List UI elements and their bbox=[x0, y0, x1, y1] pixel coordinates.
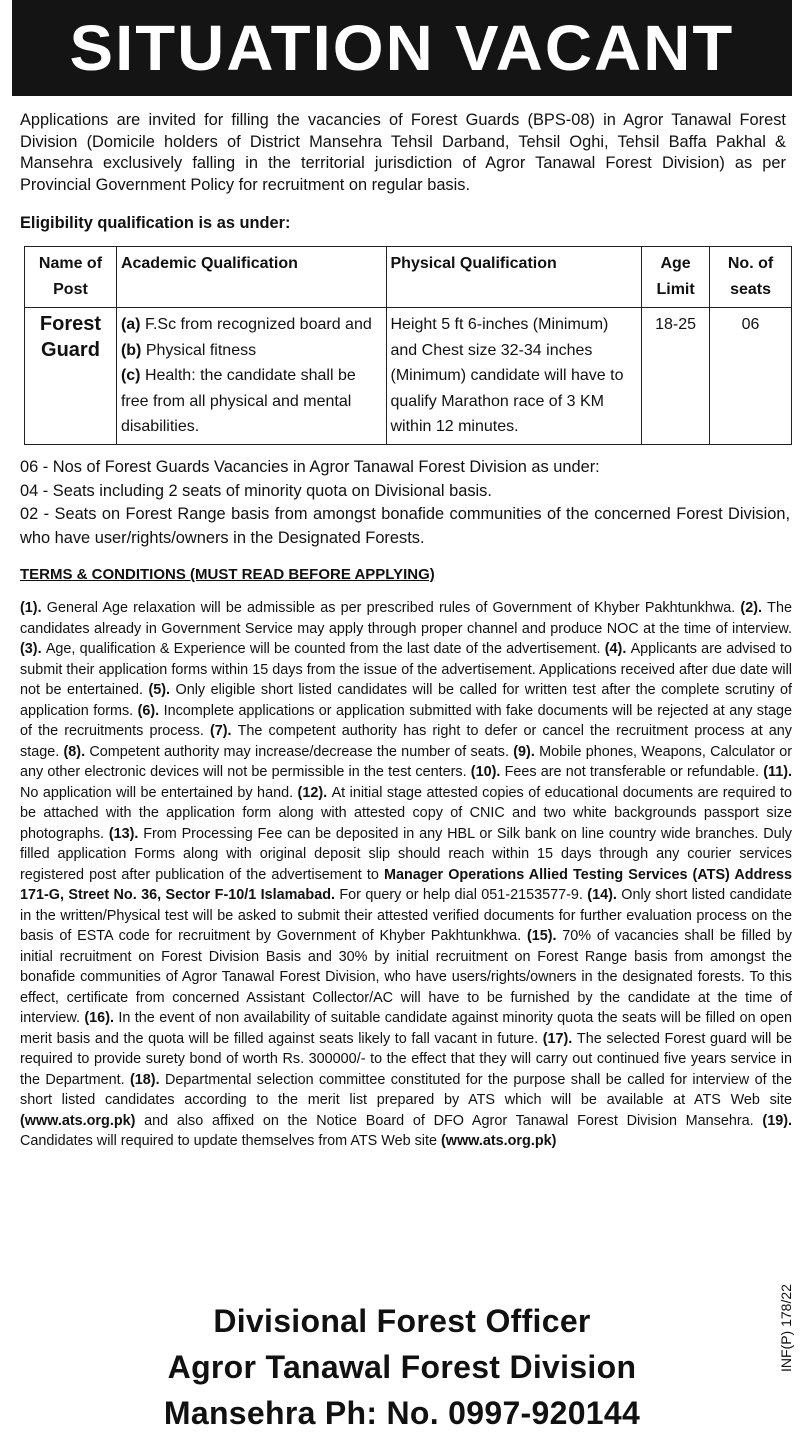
header-physical: Physical Qualification bbox=[386, 247, 642, 308]
term-number: (16). bbox=[84, 1010, 119, 1026]
division-name: Agror Tanawal Forest Division bbox=[167, 1349, 637, 1385]
term-text: The candidates already in Government Service may apply through proper channel and produce NOC at the time of interview. bbox=[20, 600, 792, 637]
term-text: For query or help dial 051-2153577-9. bbox=[339, 887, 588, 903]
term-number: (8). bbox=[63, 743, 90, 760]
term-text: Departmental selection committee constituted for the purpose shall be called for interview of the short listed candidates according to the merit list prepared by ATS which will be available at ATS Web site bbox=[20, 1071, 792, 1108]
vacancy-line: 02 - Seats on Forest Range basis from amongst bonafide communities of the concerned Forest Division, who have user/rights/owners in the Designated Forests. bbox=[20, 505, 790, 547]
term-number: (19). bbox=[762, 1112, 792, 1129]
signature-block bbox=[12, 1298, 792, 1436]
term-emphasis: (www.ats.org.pk) bbox=[20, 1112, 145, 1129]
academic-text-a: F.Sc from recognized board and bbox=[144, 316, 372, 333]
term-text: General Age relaxation will be admissible as per prescribed rules of Government of Khyber Pakhtunkhwa. bbox=[46, 600, 741, 616]
term-emphasis: Manager Operations Allied Testing Services (ATS) Address 171-G, Street No. 36, Sector F-10/1 Islamabad. bbox=[20, 866, 792, 903]
header-age: Age Limit bbox=[642, 247, 710, 308]
cell-seats: 06 bbox=[710, 308, 792, 445]
vacancy-breakdown bbox=[20, 456, 790, 550]
term-text: Fees are not transferable or refundable. bbox=[504, 764, 764, 780]
cell-academic bbox=[116, 308, 386, 445]
term-number: (1). bbox=[20, 600, 47, 616]
term-number: (15). bbox=[526, 928, 563, 944]
term-number: (5). bbox=[148, 682, 176, 698]
academic-label-b: (b) bbox=[120, 341, 142, 359]
qualification-table bbox=[24, 246, 792, 445]
vacancy-line: 06 - Nos of Forest Guards Vacancies in Agror Tanawal Forest Division as under: bbox=[20, 458, 600, 476]
term-text: 70% of vacancies shall be filled by initial recruitment on Forest Division Basis and 30% by initial recruitment on Forest Range basis from amongst the bonafide communities of Agror Tanawal Forest Division, who have users/rights/owners in the designated forests. To this effect, certificate from concerned Assistant Collector/AC will have to be furnished by the candidate at the time of interview. bbox=[20, 928, 793, 1026]
term-text: Candidates will required to update themselves from ATS Web site bbox=[20, 1133, 441, 1149]
term-text: At initial stage attested copies of educational documents are required to be attached with the application form along with attested copy of CNIC and two white backgrounds passport size photographs. bbox=[20, 784, 793, 842]
academic-label-c: (c) bbox=[120, 367, 141, 384]
term-text: Applicants are advised to submit their application forms within 15 days from the issue of the advertisement. Applications received after due date will not be entertained. bbox=[20, 641, 793, 698]
term-text: In the event of non availability of suitable candidate against minority quota the seats will be filled on open merit basis and the quota will be filled against seats likely to fall vacant in future. bbox=[20, 1010, 792, 1047]
officer-title: Divisional Forest Officer bbox=[213, 1303, 591, 1339]
term-text: The competent authority has right to defer or cancel the recruitment process at any stage. bbox=[20, 723, 792, 760]
header-seats: No. of seats bbox=[710, 247, 792, 308]
term-number: (11). bbox=[763, 764, 792, 780]
term-number: (18). bbox=[130, 1071, 165, 1088]
contact-line: Mansehra Ph: No. 0997-920144 bbox=[163, 1395, 641, 1431]
term-text: Mobile phones, Weapons, Calculator or any other electronic devices will not be permissible in the test centers. bbox=[20, 743, 792, 780]
table-row bbox=[25, 308, 792, 445]
header-post: Name of Post bbox=[25, 247, 117, 308]
term-number: (17). bbox=[542, 1030, 577, 1047]
cell-age: 18-25 bbox=[642, 308, 710, 445]
terms-paragraph bbox=[20, 598, 792, 1152]
eligibility-heading: Eligibility qualification is as under: bbox=[20, 214, 291, 232]
term-emphasis: (www.ats.org.pk) bbox=[441, 1133, 557, 1149]
term-number: (7). bbox=[209, 723, 238, 739]
term-text: Competent authority may increase/decrease the number of seats. bbox=[89, 743, 514, 760]
term-text: Incomplete applications or application submitted with fake documents will be rejected at any stage of the recruitments process. bbox=[20, 702, 793, 739]
academic-text-c: Health: the candidate shall be free from all physical and mental disabilities. bbox=[120, 367, 356, 435]
table-header-row bbox=[25, 247, 792, 308]
term-number: (12). bbox=[297, 784, 332, 801]
term-text: Age, qualification & Experience will be counted from the last date of the advertisement. bbox=[45, 641, 605, 657]
page-title: SITUATION VACANT bbox=[69, 12, 735, 84]
term-number: (2). bbox=[740, 600, 768, 616]
reference-number: INF(P) 178/22 bbox=[778, 1284, 794, 1372]
term-text: No application will be entertained by hand. bbox=[20, 784, 298, 801]
cell-physical: Height 5 ft 6-inches (Minimum) and Chest size 32-34 inches (Minimum) candidate will have to qualify Marathon race of 3 KM within 12 minutes. bbox=[386, 308, 642, 445]
intro-paragraph: Applications are invited for filling the vacancies of Forest Guards (BPS-08) in Agror Tanawal Forest Division (Domicile holders of District Mansehra Tehsil Darband, Tehsil Oghi, Tehsil Baffa Pakhal & Mansehra exclusively falling in the territorial jurisdiction of Agror Tanawal Forest Division) as per Provincial Government Policy for recruitment on regular basis. bbox=[20, 111, 786, 194]
academic-text-b: Physical fitness bbox=[145, 341, 257, 359]
academic-label-a: (a) bbox=[120, 316, 141, 333]
title-banner bbox=[12, 0, 792, 96]
term-number: (10). bbox=[470, 764, 505, 780]
vacancy-line: 04 - Seats including 2 seats of minority quota on Divisional basis. bbox=[20, 481, 492, 500]
term-text: and also affixed on the Notice Board of DFO Agror Tanawal Forest Division Mansehra. bbox=[144, 1112, 763, 1129]
term-text: The selected Forest guard will be required to provide surety bond of worth Rs. 300000/- to the effect that they will carry out continued five years service in the Department. bbox=[20, 1030, 792, 1088]
term-number: (13). bbox=[108, 825, 144, 842]
advertisement-page bbox=[12, 0, 792, 1452]
term-number: (9). bbox=[513, 743, 540, 760]
term-text: From Processing Fee can be deposited in any HBL or Silk bank on line country wide branches. Duly filled application Forms along with original deposit slip should reach within 15 days through any courier services registered post after publication of the advertisement to bbox=[20, 825, 793, 883]
term-number: (3). bbox=[20, 641, 46, 657]
terms-heading: TERMS & CONDITIONS (MUST READ BEFORE APPLYING) bbox=[20, 566, 435, 583]
term-number: (6). bbox=[137, 702, 164, 719]
term-number: (14). bbox=[587, 887, 622, 903]
term-text: Only short listed candidate in the written/Physical test will be asked to submit their attested verified documents for further evaluation process on the basis of ESTA code for recruitment by Government of Khyber Pakhtunkhwa. bbox=[20, 887, 792, 944]
term-text: Only eligible short listed candidates will be called for written test after the complete scrutiny of application forms. bbox=[20, 682, 793, 719]
term-number: (4). bbox=[604, 641, 631, 657]
header-academic: Academic Qualification bbox=[116, 247, 386, 308]
cell-post: Forest Guard bbox=[25, 308, 117, 445]
